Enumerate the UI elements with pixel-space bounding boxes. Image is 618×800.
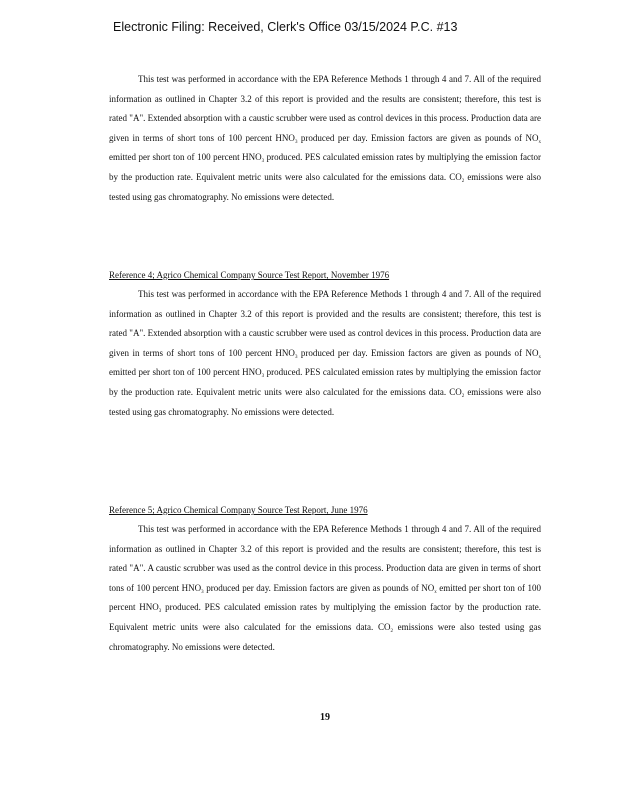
subscript: x	[538, 139, 541, 145]
paragraph-text: emissions were also tested using gas chromatography. No emissions were detected.	[109, 171, 541, 202]
paragraph-text: This test was performed in accordance with the EPA Reference Methods 1 through 4 and 7. All of the required information as outlined in Chapter 3.2 of this report is provided and the results are consistent; therefore, this test is rated "A". Extended absorption with a caustic scrubber were used as control devices in this process. Production data are given in terms of short tons of 100 percent HNO	[109, 74, 541, 143]
paragraph-text: produced per day. Emission factors are given as pounds of NO	[297, 132, 539, 143]
subscript: 3	[294, 139, 298, 145]
paragraph-text: This test was performed in accordance with the EPA Reference Methods 1 through 4 and 7. All of the required information as outlined in Chapter 3.2 of this report is provided and the results are consistent; therefore, this test is rated "A". Extended absorption with a caustic scrubber were used as control devices in this process. Production data are given in terms of short tons of 100 percent HNO	[109, 289, 541, 358]
page-number: 19	[320, 712, 330, 723]
paragraph-text: emissions were also tested using gas chromatography. No emissions were detected.	[109, 386, 541, 417]
paragraph-text: emitted per short ton of 100 percent HNO	[109, 152, 262, 163]
paragraph-text: produced. PES calculated emission rates by multiplying the emission factor by the production rate. Equivalent metric units were also calculated for the emissions data. CO	[109, 602, 542, 632]
paragraph-reference-4	[109, 285, 541, 422]
paragraph-reference-5	[109, 520, 541, 657]
paragraph-text: This test was performed in accordance with the EPA Reference Methods 1 through 4 and 7. All of the required information as outlined in Chapter 3.2 of this report is provided and the results are consistent; therefore, this test is rated "A". A caustic scrubber was used as the control device in this process. Production data are given in terms of short tons of 100 percent HNO	[109, 524, 541, 593]
reference-4-heading: Reference 4; Agrico Chemical Company Source Test Report, November 1976	[109, 270, 390, 280]
paragraph-text: produced. PES calculated emission rates by multiplying the emission factor by the production rate. Equivalent metric units were also calculated for the emissions data. CO	[109, 152, 541, 182]
subscript: 3	[294, 354, 298, 360]
paragraph-test-description-1	[109, 70, 541, 207]
subscript: 2	[461, 178, 465, 184]
paragraph-text: produced per day. Emission factors are given as pounds of NO	[297, 347, 539, 358]
subscript: 3	[158, 609, 162, 615]
paragraph-text: produced. PES calculated emission rates by multiplying the emission factor by the production rate. Equivalent metric units were also calculated for the emissions data. CO	[109, 367, 541, 397]
subscript: 2	[461, 393, 465, 399]
paragraph-text: produced per day. Emission factors are given as pounds of NO	[203, 582, 435, 593]
subscript: x	[538, 354, 541, 360]
paragraph-text: emitted per short ton of 100 percent HNO	[109, 582, 541, 613]
subscript: 3	[201, 589, 204, 595]
subscript: 3	[261, 159, 265, 165]
subscript: 2	[390, 628, 393, 634]
paragraph-text: emitted per short ton of 100 percent HNO	[109, 367, 262, 378]
paragraph-text: emissions were also tested using gas chromatography. No emissions were detected.	[109, 621, 541, 652]
subscript: 3	[261, 374, 265, 380]
subscript: x	[434, 589, 437, 595]
reference-5-heading: Reference 5; Agrico Chemical Company Source Test Report, June 1976	[109, 505, 368, 515]
filing-stamp-header: Electronic Filing: Received, Clerk's Office 03/15/2024 P.C. #13	[113, 20, 458, 34]
